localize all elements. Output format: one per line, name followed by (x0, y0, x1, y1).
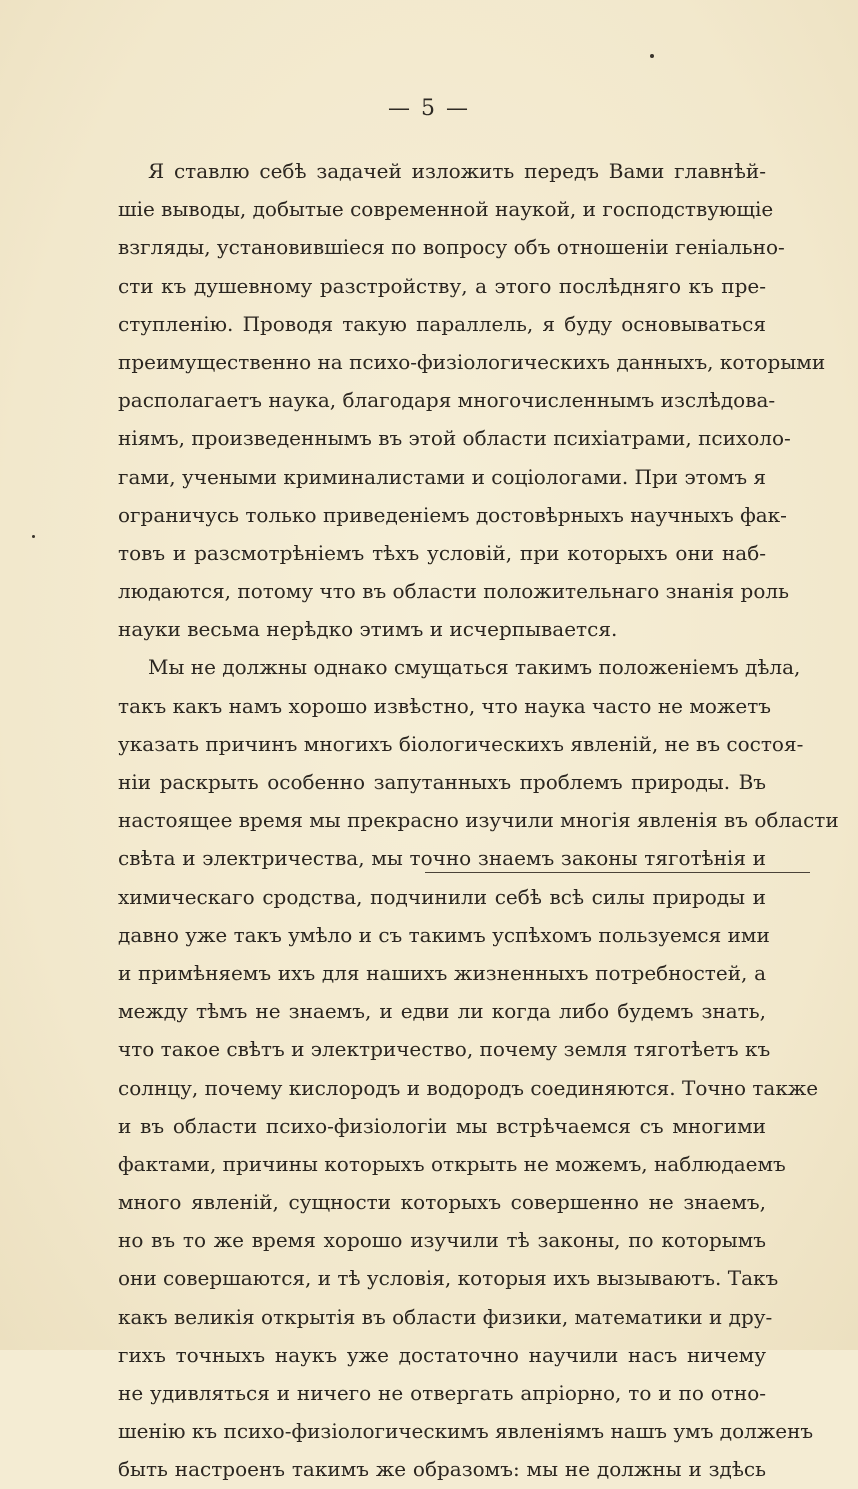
text-line: гихъ точныхъ наукъ уже достаточно научили насъ ничему (118, 1342, 766, 1367)
text-line: указать причинъ многихъ біологическихъ явленій, не въ состоя- (118, 731, 804, 756)
text-line: они совершаются, и тѣ условія, которыя ихъ вызываютъ. Такъ (118, 1266, 779, 1291)
text-line: преимущественно на психо-физіологическихъ данныхъ, которыми (118, 349, 826, 374)
text-line: ніямъ, произведеннымъ въ этой области психіатрами, психоло- (118, 426, 791, 451)
body-text (118, 152, 839, 1489)
text-line: и въ области психо-физіологіи мы встрѣчаемся съ многими (118, 1113, 766, 1138)
text-line: ограничусь только приведеніемъ достовѣрныхъ научныхъ фак- (118, 502, 787, 527)
text-line: настоящее время мы прекрасно изучили многія явленія въ области (118, 808, 839, 833)
text-line: товъ и разсмотрѣніемъ тѣхъ условій, при которыхъ они наб- (118, 540, 766, 565)
text-line: гами, учеными криминалистами и соціологами. При этомъ я (118, 464, 767, 489)
text-line: Мы не должны однако смущаться такимъ положеніемъ дѣла, (148, 655, 801, 680)
text-line: шіе выводы, добытые современной наукой, и господствующіе (118, 197, 774, 222)
text-line: свѣта и электричества, мы точно знаемъ законы тяготѣнія и (118, 846, 766, 871)
text-line: шенію къ психо-физіологическимъ явленіямъ нашъ умъ долженъ (118, 1419, 814, 1444)
text-line: и примѣняемъ ихъ для нашихъ жизненныхъ потребностей, а (118, 960, 766, 985)
text-line: сти къ душевному разстройству, а этого послѣдняго къ пре- (118, 273, 766, 298)
ink-speck (650, 54, 654, 58)
page-number: — 5 — (388, 96, 470, 121)
text-line: какъ великія открытія въ области физики, математики и дру- (118, 1304, 773, 1329)
text-line: фактами, причины которыхъ открыть не можемъ, наблюдаемъ (118, 1151, 786, 1176)
pencil-underline (425, 872, 810, 873)
text-line: давно уже такъ умѣло и съ такимъ успѣхомъ пользуемся ими (118, 922, 770, 947)
text-line: между тѣмъ не знаемъ, и едви ли когда либо будемъ знать, (118, 999, 766, 1024)
text-line: людаются, потому что въ области положительнаго знанія роль (118, 579, 789, 604)
text-line: взгляды, установившіеся по вопросу объ отношеніи геніально- (118, 235, 785, 260)
text-line: Я ставлю себѣ задачей изложить передъ Вами главнѣй- (148, 159, 766, 183)
text-line: но въ то же время хорошо изучили тѣ законы, по которымъ (118, 1228, 766, 1253)
text-line: ніи раскрыть особенно запутанныхъ проблемъ природы. Въ (118, 770, 766, 794)
text-line: не удивляться и ничего не отвергать апріорно, то и по отно- (118, 1381, 766, 1405)
text-line: быть настроенъ такимъ же образомъ: мы не должны и здѣсь (118, 1457, 766, 1482)
text-line: что такое свѣтъ и электричество, почему земля тяготѣетъ къ (118, 1037, 771, 1062)
ink-speck (32, 535, 35, 538)
text-line: много явленій, сущности которыхъ совершенно не знаемъ, (118, 1190, 766, 1215)
text-line: такъ какъ намъ хорошо извѣстно, что наука часто не можетъ (118, 693, 771, 718)
text-line: химическаго сродства, подчинили себѣ всѣ силы природы и (118, 884, 766, 909)
text-line: ступленію. Проводя такую параллель, я буду основываться (118, 311, 766, 336)
text-line: располагаетъ наука, благодаря многочисленнымъ изслѣдова- (118, 388, 776, 413)
text-line: солнцу, почему кислородъ и водородъ соединяются. Точно также (118, 1075, 819, 1100)
text-line: науки весьма нерѣдко этимъ и исчерпывается. (118, 617, 618, 642)
